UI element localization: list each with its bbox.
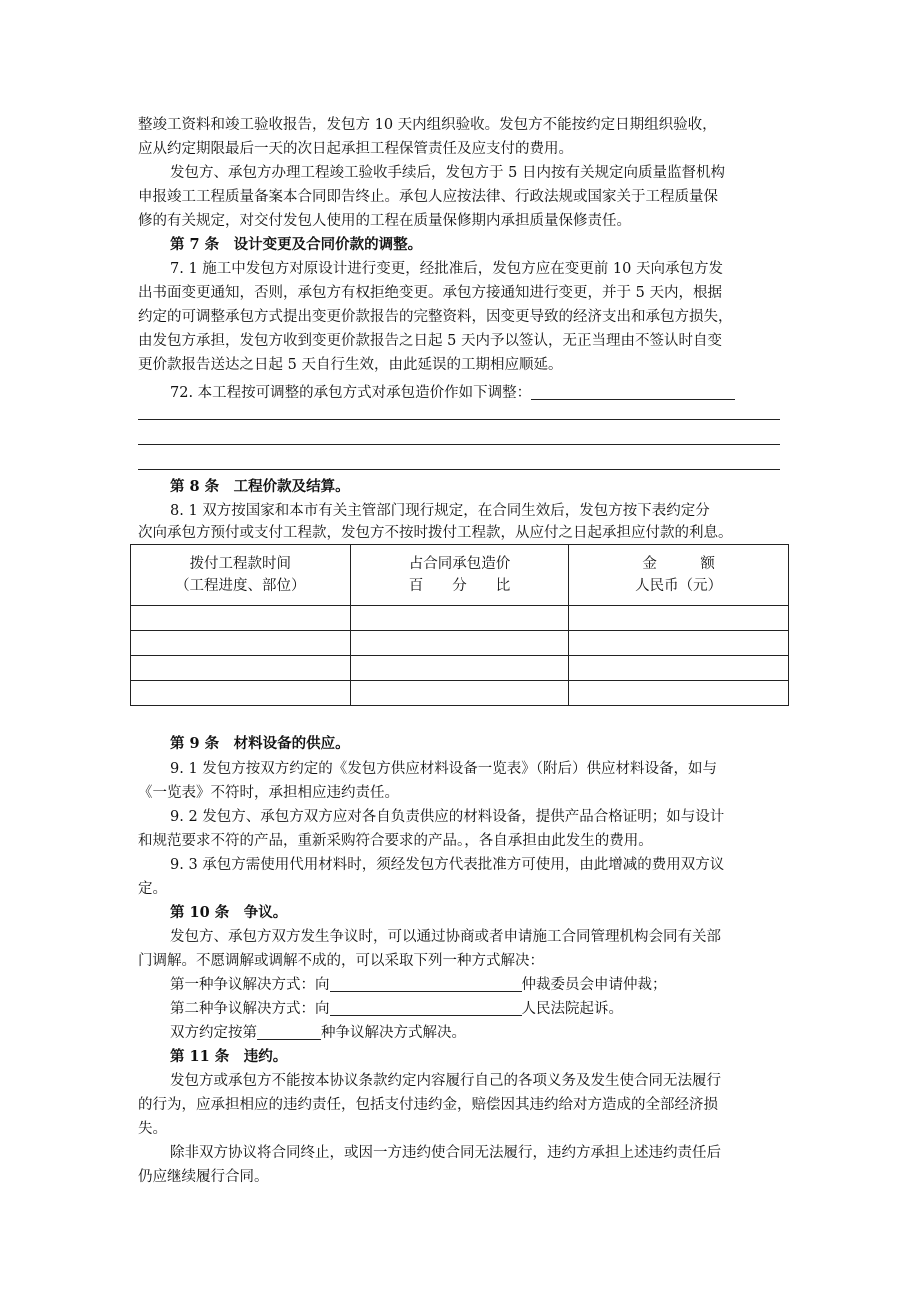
article-7-2-text: 72. 本工程按可调整的承包方式对承包造价作如下调整： [170, 385, 532, 401]
dispute-option-1-suffix: 仲裁委员会申请仲裁； [521, 977, 667, 993]
dispute-option-2 [170, 997, 623, 1021]
table-cell[interactable] [569, 656, 789, 681]
court-blank[interactable] [330, 999, 522, 1016]
intro-p2-line-3: 修的有关规定，对交付发包人使用的工程在质量保修期内承担质量保修责任。 [138, 213, 631, 229]
header-amount-line-1: 金 额 [642, 556, 715, 572]
table-row [131, 606, 789, 631]
table-cell[interactable] [350, 681, 569, 706]
header-payment-time-line-1: 拨付工程款时间 [189, 556, 292, 572]
intro-line-2: 应从约定期限最后一天的次日起承担工程保管责任及应支付的费用。 [138, 141, 573, 157]
article-7-2-line [170, 381, 735, 405]
table-cell[interactable] [569, 631, 789, 656]
article-10-p1-line-1: 发包方、承包方双方发生争议时，可以通过协商或者申请施工合同管理机构会同有关部 [170, 929, 721, 945]
header-payment-time-line-2: （工程进度、部位） [175, 578, 306, 594]
header-amount [569, 545, 789, 606]
header-payment-time [131, 545, 351, 606]
article-9-heading: 第 9 条 材料设备的供应。 [170, 735, 350, 752]
dispute-choice-prefix: 双方约定按第 [170, 1025, 257, 1041]
article-7-1-line-3: 约定的可调整承包方式提出变更价款报告的完整资料，因变更导致的经济支出和承包方损失， [138, 309, 733, 325]
dispute-choice-suffix: 种争议解决方式解决。 [321, 1025, 466, 1041]
article-10-heading: 第 10 条 争议。 [170, 904, 288, 921]
header-percentage [350, 545, 569, 606]
article-7-heading: 第 7 条 设计变更及合同价款的调整。 [170, 236, 423, 253]
article-7-1-line-1: 7. 1 施工中发包方对原设计进行变更，经批准后，发包方应在变更前 10 天向承包方发 [170, 261, 723, 277]
intro-p2-line-2: 申报竣工工程质量备案本合同即告终止。承包人应按法律、行政法规或国家关于工程质量保 [138, 189, 718, 205]
article-9-3-line-2: 定。 [138, 881, 167, 897]
article-8-heading: 第 8 条 工程价款及结算。 [170, 478, 350, 495]
article-9-3-line-1: 9. 3 承包方需使用代用材料时，须经发包方代表批准方可使用，由此增减的费用双方议 [170, 857, 725, 873]
adjustment-blank[interactable] [531, 383, 735, 400]
article-9-2-line-2: 和规范要求不符的产品，重新采购符合要求的产品。，各自承担由此发生的费用。 [138, 833, 653, 849]
article-7-1-line-4: 由发包方承担，发包方收到变更价款报告之日起 5 天内予以签认，无正当理由不签认时自变 [138, 333, 722, 349]
header-amount-line-2: 人民币（元） [635, 578, 723, 594]
table-cell[interactable] [131, 656, 351, 681]
article-11-p1-line-2: 的行为，应承担相应的违约责任，包括支付违约金，赔偿因其违约给对方造成的全部经济损 [138, 1097, 718, 1113]
dispute-choice-blank[interactable] [257, 1023, 321, 1040]
table-cell[interactable] [350, 631, 569, 656]
article-11-p1-line-3: 失。 [138, 1121, 167, 1137]
table-row [131, 656, 789, 681]
table-cell[interactable] [569, 606, 789, 631]
table-row [131, 681, 789, 706]
article-11-heading: 第 11 条 违约。 [170, 1048, 288, 1065]
intro-line-1: 整竣工资料和竣工验收报告，发包方 10 天内组织验收。发包方不能按约定日期组织验收， [138, 117, 717, 133]
dispute-option-2-suffix: 人民法院起诉。 [521, 1001, 623, 1017]
table-cell[interactable] [350, 606, 569, 631]
article-11-p1-line-1: 发包方或承包方不能按本协议条款约定内容履行自己的各项义务及发生使合同无法履行 [170, 1073, 721, 1089]
article-11-p2-line-2: 仍应继续履行合同。 [138, 1169, 269, 1185]
arbitration-commission-blank[interactable] [330, 975, 522, 992]
table-cell[interactable] [131, 631, 351, 656]
table-cell[interactable] [131, 606, 351, 631]
article-11-p2-line-1: 除非双方协议将合同终止，或因一方违约使合同无法履行，违约方承担上述违约责任后 [170, 1145, 721, 1161]
article-9-1-line-2: 《一览表》不符时，承担相应违约责任。 [138, 785, 399, 801]
dispute-option-1-prefix: 第一种争议解决方式：向 [170, 977, 330, 993]
article-9-2-line-1: 9. 2 发包方、承包方双方应对各自负责供应的材料设备，提供产品合格证明；如与设计 [170, 809, 725, 825]
article-8-1-line-2: 次向承包方预付或支付工程款，发包方不按时拨付工程款，从应付之日起承担应付款的利息。 [138, 525, 733, 541]
article-10-p1-line-2: 门调解。不愿调解或调解不成的，可以采取下列一种方式解决： [138, 953, 544, 969]
adjustment-blank-line-2[interactable] [138, 444, 780, 445]
dispute-option-1 [170, 973, 667, 997]
table-cell[interactable] [569, 681, 789, 706]
table-header-row [131, 545, 789, 606]
table-cell[interactable] [131, 681, 351, 706]
header-percentage-line-2: 百 分 比 [408, 578, 511, 594]
article-9-1-line-1: 9. 1 发包方按双方约定的《发包方供应材料设备一览表》（附后）供应材料设备，如与 [170, 761, 718, 777]
article-7-1-line-2: 出书面变更通知，否则，承包方有权拒绝变更。承包方接通知进行变更，并于 5 天内，根据 [138, 285, 722, 301]
table-cell[interactable] [350, 656, 569, 681]
table-row [131, 631, 789, 656]
payment-schedule-table [130, 544, 789, 706]
header-percentage-line-1: 占合同承包造价 [408, 556, 511, 572]
dispute-option-2-prefix: 第二种争议解决方式：向 [170, 1001, 330, 1017]
adjustment-blank-line-1[interactable] [138, 419, 780, 420]
adjustment-blank-line-3[interactable] [138, 469, 780, 470]
article-8-1-line-1: 8. 1 双方按国家和本市有关主管部门现行规定，在合同生效后，发包方按下表约定分 [170, 503, 710, 519]
intro-p2-line-1: 发包方、承包方办理工程竣工验收手续后，发包方于 5 日内按有关规定向质量监督机构 [170, 165, 725, 181]
dispute-choice [170, 1021, 466, 1045]
article-7-1-line-5: 更价款报告送达之日起 5 天自行生效，由此延误的工期相应顺延。 [138, 357, 563, 373]
